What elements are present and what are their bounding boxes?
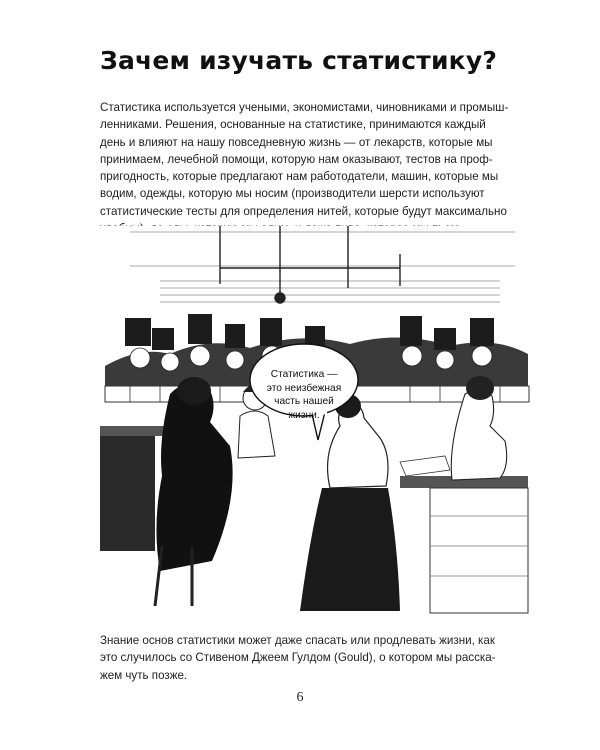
speech-bubble-text (256, 368, 352, 422)
page-number: 6 (296, 690, 304, 705)
intro-paragraph (100, 99, 510, 237)
text-line: Знание основ статистики может даже спасать или продлевать жизни, как (100, 634, 495, 647)
text-line: принимаем, лечебной помощи, которую нам оказывают, тестов на проф- (100, 152, 493, 166)
bubble-line: это неизбежная (266, 382, 342, 394)
text-line: пригодность, которые предлагают нам работодатели, машин, которые мы (100, 170, 499, 184)
bubble-line: часть нашей (274, 396, 334, 407)
text-line: жем чуть позже. (100, 668, 188, 682)
bubble-line: Статистика — (270, 369, 338, 380)
text-line: это случилось со Стивеном Джеем Гулдом (Gould), о котором мы расска- (100, 651, 496, 665)
closing-paragraph (100, 632, 510, 684)
page-title: Зачем изучать статистику? (100, 46, 498, 75)
text-line: ленниками. Решения, основанные на статистике, принимаются каждый (100, 118, 486, 132)
text-line: день и влияют на нашу повседневную жизнь — от лекарств, которые мы (100, 135, 493, 149)
classroom-illustration (100, 226, 530, 619)
text-line: водим, одежды, которую мы носим (производители шерсти используют (100, 187, 485, 201)
text-line: Статистика используется учеными, экономистами, чиновниками и промыш- (100, 101, 509, 114)
bubble-line: жизни. (288, 409, 320, 421)
text-line: статистические тесты для определения нитей, которые будут максимально (100, 204, 507, 218)
